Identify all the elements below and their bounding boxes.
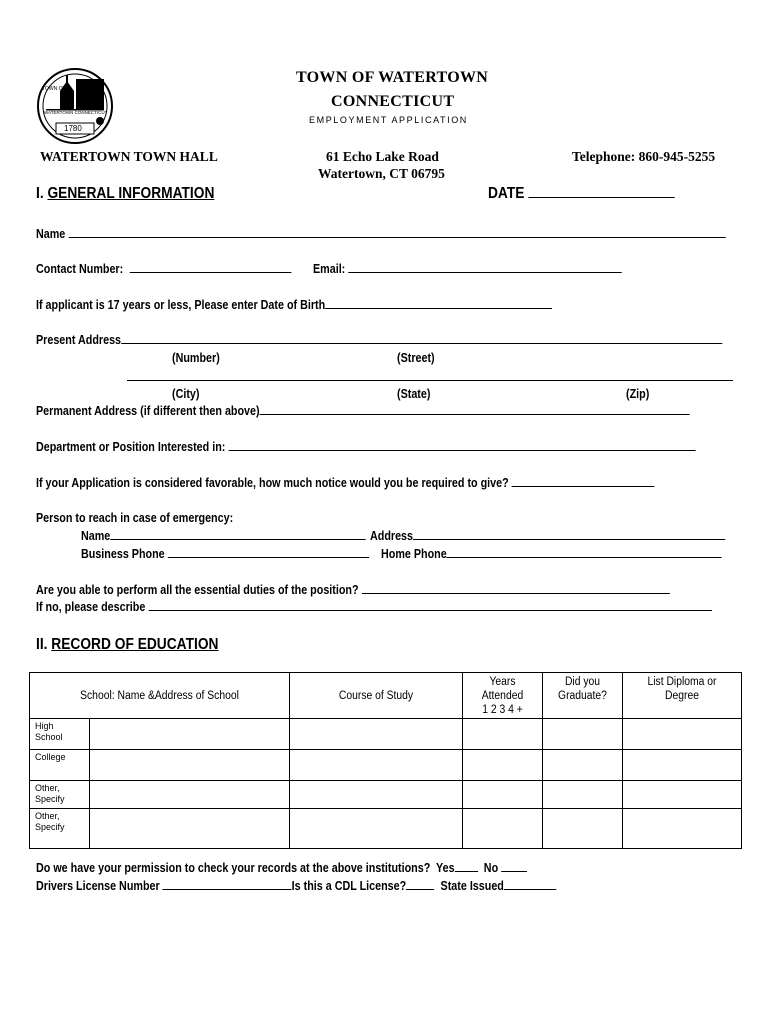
course-cell[interactable] <box>290 750 463 781</box>
years-cell[interactable] <box>463 781 543 809</box>
page-title-state: CONNECTICUT <box>331 93 455 110</box>
state-issued-field[interactable]: State Issued <box>441 879 557 893</box>
license-row <box>36 879 556 893</box>
present-address-field[interactable]: Present Address <box>36 333 722 347</box>
drivers-license-field[interactable]: Drivers License Number <box>36 879 292 893</box>
department-field[interactable]: Department or Position Interested in: <box>36 440 695 454</box>
contact-number-field[interactable]: Contact Number: <box>36 262 291 276</box>
table-row-high-school <box>30 719 742 750</box>
essential-duties-field[interactable]: Are you able to perform all the essential duties of the position? <box>36 583 669 597</box>
school-cell[interactable] <box>90 719 290 750</box>
table-row-other-1 <box>30 781 742 809</box>
present-address-line2[interactable] <box>127 380 733 381</box>
state-caption: (State) <box>397 387 431 401</box>
if-no-describe-field[interactable]: If no, please describe <box>36 600 712 614</box>
date-field[interactable]: DATE <box>488 185 674 203</box>
years-column-header: Years Attended 1 2 3 4 + <box>463 673 543 719</box>
permission-no-field[interactable]: No <box>484 861 527 875</box>
office-telephone: Telephone: 860-945-5255 <box>572 149 716 164</box>
permission-question: Do we have your permission to check your records at the above institutions? Yes No <box>36 861 527 875</box>
table-header-row <box>30 673 742 719</box>
course-cell[interactable] <box>290 809 463 849</box>
row-label: Other, Specify <box>30 809 90 849</box>
school-cell[interactable] <box>90 809 290 849</box>
section-general-heading: I. GENERAL INFORMATION <box>36 185 215 202</box>
emergency-address-field[interactable]: Address <box>370 529 725 543</box>
street-caption: (Street) <box>397 351 435 365</box>
years-cell[interactable] <box>463 809 543 849</box>
notice-field[interactable]: If your Application is considered favorable, how much notice would you be required to give? <box>36 476 654 490</box>
diploma-cell[interactable] <box>623 809 742 849</box>
graduate-cell[interactable] <box>543 809 623 849</box>
diploma-cell[interactable] <box>623 719 742 750</box>
emergency-contact-label: Person to reach in case of emergency: <box>36 511 234 525</box>
home-phone-field[interactable]: Home Phone <box>381 547 722 561</box>
seal-text-top: TOWN OF <box>42 86 66 92</box>
seal-text-mid: WATERTOWN CONNECTICUT <box>44 110 108 115</box>
name-field[interactable]: Name <box>36 227 725 241</box>
course-column-header: Course of Study <box>290 673 463 719</box>
seal-year: 1780 <box>64 124 82 133</box>
school-cell[interactable] <box>90 750 290 781</box>
town-seal-logo <box>36 67 114 145</box>
row-label: Other, Specify <box>30 781 90 809</box>
years-cell[interactable] <box>463 750 543 781</box>
business-phone-field[interactable]: Business Phone <box>81 547 369 561</box>
page-title-town: TOWN OF WATERTOWN <box>296 69 489 86</box>
graduate-cell[interactable] <box>543 750 623 781</box>
office-address-line2: Watertown, CT 06795 <box>318 166 445 181</box>
city-caption: (City) <box>172 387 200 401</box>
education-table <box>29 672 742 849</box>
emergency-name-field[interactable]: Name <box>81 529 366 543</box>
school-column-header: School: Name &Address of School <box>30 673 290 719</box>
graduate-cell[interactable] <box>543 719 623 750</box>
permission-yes-field[interactable]: Yes <box>436 861 478 875</box>
table-row-other-2 <box>30 809 742 849</box>
row-label: High School <box>30 719 90 750</box>
date-of-birth-field[interactable]: If applicant is 17 years or less, Please enter Date of Birth <box>36 298 552 312</box>
number-caption: (Number) <box>172 351 220 365</box>
table-row-college <box>30 750 742 781</box>
row-label: College <box>30 750 90 781</box>
office-name: WATERTOWN TOWN HALL <box>40 149 218 164</box>
school-cell[interactable] <box>90 781 290 809</box>
office-address-line1: 61 Echo Lake Road <box>326 149 439 164</box>
diploma-cell[interactable] <box>623 750 742 781</box>
graduate-cell[interactable] <box>543 781 623 809</box>
section-education-heading: II. RECORD OF EDUCATION <box>36 636 219 653</box>
graduate-column-header: Did you Graduate? <box>543 673 623 719</box>
zip-caption: (Zip) <box>626 387 650 401</box>
diploma-column-header: List Diploma or Degree <box>623 673 742 719</box>
course-cell[interactable] <box>290 781 463 809</box>
course-cell[interactable] <box>290 719 463 750</box>
page-subtitle: EMPLOYMENT APPLICATION <box>309 115 468 125</box>
cdl-field[interactable]: Is this a CDL License? <box>292 879 435 893</box>
permanent-address-field[interactable]: Permanent Address (if different then above) <box>36 404 690 418</box>
years-cell[interactable] <box>463 719 543 750</box>
diploma-cell[interactable] <box>623 781 742 809</box>
email-field[interactable]: Email: <box>313 262 622 276</box>
